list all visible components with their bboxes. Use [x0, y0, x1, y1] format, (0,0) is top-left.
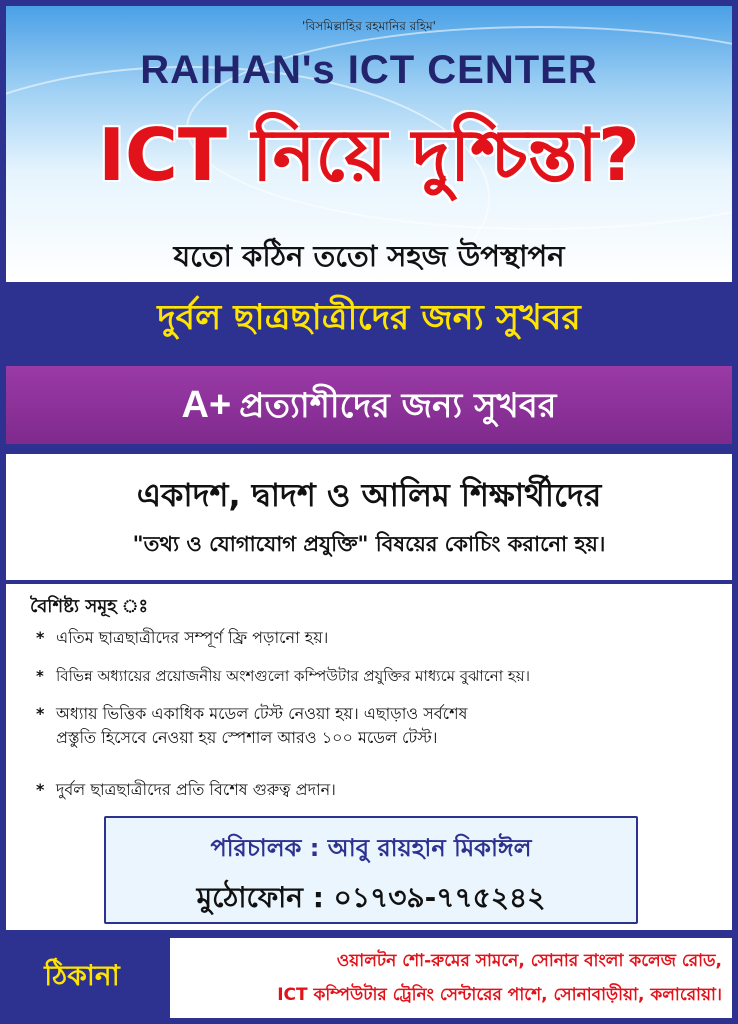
- aplus-label: A+: [181, 384, 232, 426]
- center-name: RAIHAN's ICT CENTER: [140, 48, 598, 92]
- feature-item: [36, 664, 726, 688]
- bullet: *: [36, 704, 45, 723]
- intro-box: [6, 454, 732, 580]
- feature-text: দুর্বল ছাত্রছাত্রীদের প্রতি বিশেষ গুরুত্ব প্রদান।: [56, 780, 336, 799]
- contact-box: [104, 816, 638, 924]
- address-box: [170, 938, 732, 1018]
- address-footer: [0, 932, 738, 1024]
- phone-number: মুঠোফোন : ০১৭৩৯-৭৭৫২৪২: [196, 881, 546, 914]
- address-label: ঠিকানা: [12, 954, 152, 998]
- director-name: পরিচালক : আবু রায়হান মিকাঈল: [210, 834, 532, 862]
- bismillah-text: 'বিসমিল্লাহির রহমানির রহিম': [302, 19, 436, 33]
- feature-item: [36, 778, 726, 802]
- feature-item: [36, 626, 726, 650]
- bullet: *: [36, 667, 44, 685]
- aplus-text: প্রত্যাশীদের জন্য সুখবর: [239, 386, 557, 426]
- address-line-2: ICT কম্পিউটার ট্রেনিং সেন্টারের পাশে, সোনাবাড়ীয়া, কলারোয়া।: [277, 985, 722, 1005]
- bullet: *: [36, 780, 45, 799]
- aplus-line: [6, 366, 732, 445]
- address-line-1: ওয়ালটন শো-রুমের সামনে, সোনার বাংলা কলেজ রোড,: [336, 951, 722, 971]
- features-title: বৈশিষ্ট্য সমূহ ঃ: [30, 596, 149, 617]
- feature-text-continued: প্রস্তুতি হিসেবে নেওয়া হয় স্পেশাল আরও ১০০ মডেল টেস্ট।: [56, 728, 438, 747]
- aplus-banner: [6, 366, 732, 444]
- weak-students-banner: [0, 282, 738, 354]
- weak-students-text: দুর্বল ছাত্রছাত্রীদের জন্য সুখবর: [157, 298, 581, 338]
- intro-line-2: "তথ্য ও যোগাযোগ প্রযুক্তি" বিষয়ের কোচিং করানো হয়।: [132, 532, 606, 556]
- header-panel: [6, 6, 732, 282]
- feature-text: বিভিন্ন অধ্যায়ের প্রয়োজনীয় অংশগুলো কম্পিউটার প্রযুক্তির মাধ্যমে বুঝানো হয়।: [56, 667, 530, 685]
- feature-item: [36, 702, 726, 750]
- bullet: *: [36, 628, 45, 647]
- headline: ICT নিয়ে দুশ্চিন্তা?: [98, 113, 640, 197]
- intro-line-1: একাদশ, দ্বাদশ ও আলিম শিক্ষার্থীদের: [136, 476, 602, 514]
- subheadline: যতো কঠিন ততো সহজ উপস্থাপন: [173, 239, 565, 273]
- feature-text: অধ্যায় ভিত্তিক একাধিক মডেল টেস্ট নেওয়া হয়। এছাড়াও সর্বশেষ: [56, 704, 468, 723]
- feature-text: এতিম ছাত্রছাত্রীদের সম্পূর্ণ ফ্রি পড়ানো হয়।: [56, 628, 329, 647]
